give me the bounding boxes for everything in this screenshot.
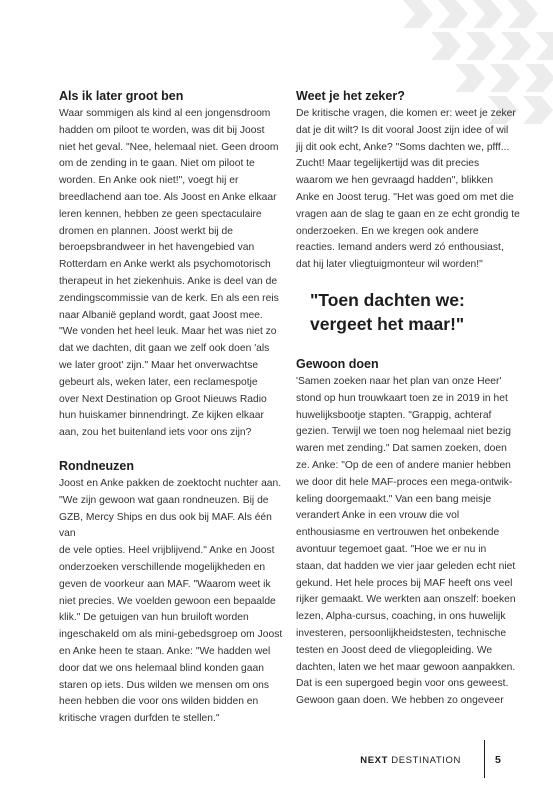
text-line: keling doorgemaakt." Van een bang meisje [296, 493, 492, 505]
text-line: hadden om piloot te worden, was dit bij Joost [59, 124, 265, 136]
text-line: staan, dat hadden we vier jaar geleden echt niet [296, 560, 516, 572]
pull-quote-line-2: vergeet het maar!" [310, 313, 465, 334]
text-line: niet het geval. "Nee, helemaal niet. Geen droom [59, 141, 279, 153]
heading-rondneuzen: Rondneuzen [59, 458, 134, 473]
footer-divider [484, 740, 485, 778]
text-line: ze. Anke: "Op de een of andere manier hebben [296, 459, 511, 471]
text-line: De kritische vragen, die komen er: weet je zeker [296, 108, 516, 119]
footer-brand-light: DESTINATION [388, 755, 461, 766]
paragraph-rondneuzen [59, 476, 291, 728]
text-line: Dat is een supergoed begin voor ons geweest. [296, 678, 509, 690]
text-line: "We vonden het heel leuk. Maar het was niet zo [59, 326, 277, 338]
text-line: Zucht! Maar tegelijkertijd was dit precies [296, 158, 480, 170]
text-line: geven de voorkeur aan MAF. "Waarom weet ik [59, 578, 271, 590]
text-line: beroepsbrandweer in het havengebied van [59, 242, 255, 254]
heading-gewoon-doen: Gewoon doen [296, 356, 379, 371]
text-line: waren met zending." Dat samen zoeken, doen [296, 443, 507, 455]
text-line: waarom we hen gevraagd hadden", blikken [296, 175, 494, 187]
heading-weet-je-het-zeker: Weet je het zeker? [296, 89, 405, 103]
left-column [59, 88, 291, 728]
text-line: dat hij later vliegtuigmonteur wil worden!" [296, 259, 483, 271]
text-line: GZB, Mercy Ships en dus ook bij MAF. Als één van [59, 511, 272, 540]
text-line: avontuur tegemoet gaat. "Hoe we er nu in [296, 543, 487, 555]
text-line: gekund. Het hele proces bij MAF heeft ons veel [296, 577, 513, 589]
text-line: lezen, Alpha-cursus, coaching, in ons huwelijk [296, 611, 506, 623]
heading-als-ik-later-groot-ben: Als ik later groot ben [59, 89, 184, 103]
page-footer [0, 740, 553, 790]
text-line: Rotterdam en Anke werkt als psychomotorisch [59, 259, 271, 271]
text-line: leren kennen, hebben ze geen spectaculaire [59, 208, 262, 220]
text-line: door dat we ons helemaal blind konden gaan [59, 662, 264, 674]
pull-quote [310, 288, 510, 336]
footer-brand-bold: NEXT [360, 755, 388, 766]
text-line: stond op hun trouwkaart toen ze in 2019 in het [296, 392, 508, 404]
text-line: zendingscommissie van de kerk. En als een reis [59, 292, 279, 304]
text-line: dachten, laten we het maar gewoon aanpakken. [296, 661, 516, 673]
text-line: dromen en plannen. Joost werkt bij de [59, 225, 234, 237]
text-line: Waar sommigen als kind al een jongensdroom [59, 108, 271, 119]
text-line: testen en Joost deed de vliegopleiding. We [296, 644, 493, 656]
text-line: 'Samen zoeken naar het plan van onze Heer' [296, 375, 502, 387]
pull-quote-line-1: "Toen dachten we: [310, 289, 465, 310]
text-line: gezien. Terwijl we toen nog helemaal niet bezig [296, 426, 512, 438]
text-line: klik." De getuigen van hun bruiloft worden [59, 612, 249, 624]
text-line: dat je dit wilt? Is dit vooral Joost zijn idee of wil [296, 124, 509, 136]
text-line: de vele opties. Heel vrijblijvend." Anke en Joost [59, 545, 275, 557]
text-line: reacties. Iemand anders werd zó enthousiast, [296, 242, 504, 254]
text-line: onderzoeken. En we kregen ook andere [296, 225, 479, 237]
text-line: naar Albanië gepland wordt, gaat Joost mee. [59, 309, 263, 321]
paragraph-als-ik-later-groot-ben [59, 106, 291, 442]
text-line: huwelijksbootje stapten. "Grappig, achteraf [296, 409, 492, 421]
text-line: we door dit hele MAF-proces een mega-ontwik- [296, 476, 513, 488]
text-line: aan, zou het buitenland iets voor ons zijn? [59, 427, 252, 439]
text-line: Anke en Joost terug. "Het was goed om met die [296, 191, 514, 203]
text-line: "We zijn gewoon wat gaan rondneuzen. Bij de [59, 494, 269, 506]
text-line: onderzoeken verschillende mogelijkheden en [59, 561, 266, 573]
text-line: niet precies. We voelden gewoon een bepaalde [59, 595, 276, 607]
text-line: worden. En Anke ook niet!", voegt hij er [59, 175, 239, 187]
text-line: verandert Anke in een vrouw die vol [296, 510, 460, 522]
text-line: vragen aan de slag te gaan en ze echt grondig te [296, 208, 520, 220]
text-line: therapeut in het ziekenhuis. Anke is deel van de [59, 275, 278, 287]
text-line: breedlachend aan toe. Als Joost en Anke elkaar [59, 191, 277, 203]
text-line: we later groot' zijn." Maar het onverwachtse [59, 359, 259, 371]
text-line: kritische vragen durfden te stellen." [59, 713, 220, 725]
text-line: jij dit ook echt, Anke? "Soms dachten we, pfff... [296, 141, 510, 153]
text-line: rijker gemaakt. We werkten aan onszelf: boeken [296, 594, 516, 606]
text-line: hun huiskamer binnendringt. Ze kijken elkaar [59, 410, 264, 422]
text-line: en Anke heen te staan. Anke: "We hadden wel [59, 645, 271, 657]
section-gap [59, 442, 291, 458]
paragraph-gewoon-doen [296, 374, 522, 710]
right-column [296, 88, 522, 710]
text-line: over Next Destination op Groot Nieuws Radio [59, 393, 267, 405]
page-number: 5 [495, 754, 501, 766]
text-line: enthousiasme en vertrouwen het onbekende [296, 527, 500, 539]
text-line: Gewoon gaan doen. We hebben zo ongeveer [296, 695, 504, 707]
text-line: heen hebben die voor ons wilden bidden en [59, 696, 259, 708]
text-line: investeren, persoonlijkheidstesten, technische [296, 627, 507, 639]
text-line: gebeurt als, weken later, een reclamespotje [59, 376, 258, 388]
footer-brand [360, 755, 461, 766]
text-line: ingeschakeld om als mini-gebedsgroep om Joost [59, 629, 283, 641]
text-line: staren op iets. Dus wilden we mensen om ons [59, 679, 270, 691]
paragraph-weet-je-het-zeker [296, 106, 522, 274]
text-line: Joost en Anke pakken de zoektocht nuchter aan. [59, 477, 282, 489]
text-line: dat we dachten, dit gaan we zelf ook doen 'als [59, 343, 270, 355]
text-line: om de zending in te gaan. Niet om piloot te [59, 158, 255, 170]
